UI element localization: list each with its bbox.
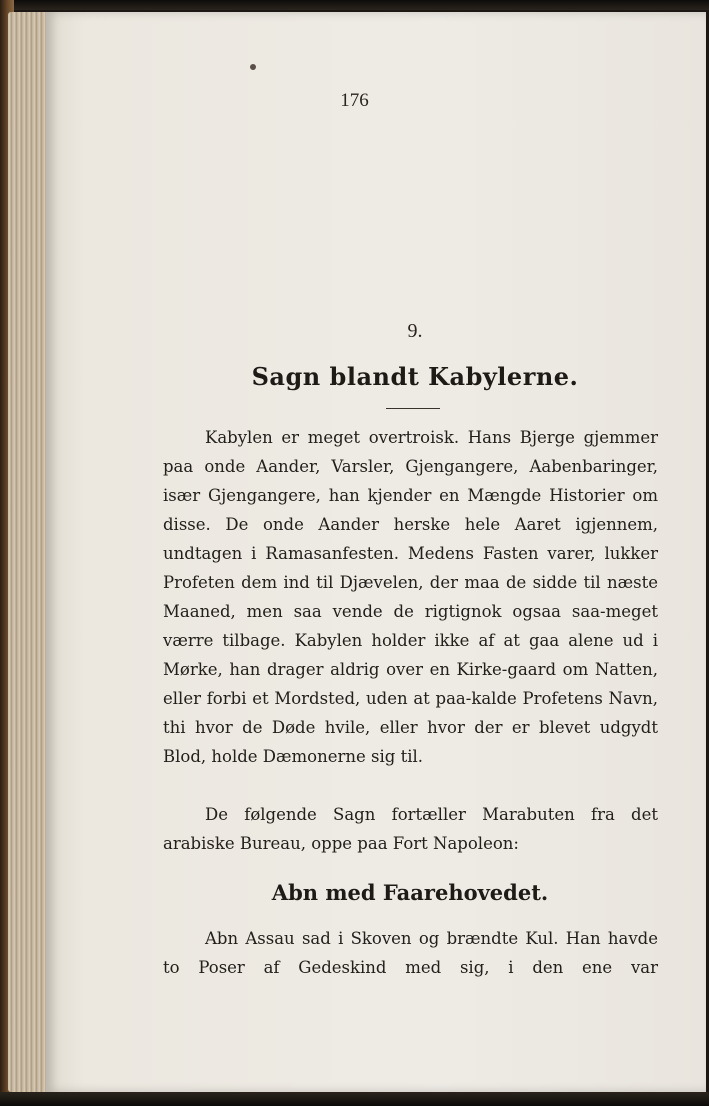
page-stack-edges	[8, 12, 50, 1092]
body-paragraph-1: Kabylen er meget overtroisk. Hans Bjerge gjemmer paa onde Aander, Varsler, Gjengangere, Aabenbaringer, især Gjengangere, han kjender en Mængde Historier om disse. De onde Aander herske hele Aaret igjennem, undtagen i Ramasanfesten. Medens Fasten varer, lukker Profeten dem ind til Djævelen, der maa de sidde til næste Maaned, men saa vende de rigtignok ogsaa saa-meget værre tilbage. Kabylen holder ikke af at gaa alene ud i Mørke, han drager aldrig over en Kirke-gaard om Natten, eller forbi et Mordsted, uden at paa-kalde Profetens Navn, thi hvor de Døde hvile, eller hvor der er blevet udgydt Blod, holde Dæmonerne sig til.	[163, 428, 658, 766]
body-paragraph-2: De følgende Sagn fortæller Marabuten fra det arabiske Bureau, oppe paa Fort Napoleon:	[163, 805, 658, 853]
chapter-number: 9.	[407, 320, 423, 342]
top-frame-edge	[0, 0, 709, 10]
ink-spot	[250, 64, 256, 70]
section-paragraph: Abn Assau sad i Skoven og brændte Kul. Han havde to Poser af Gedeskind med sig, i den ene var	[163, 929, 658, 977]
bottom-frame-edge	[0, 1092, 709, 1106]
section-title: Abn med Faarehovedet.	[271, 880, 549, 905]
page-number: 176	[340, 90, 369, 111]
title-divider	[386, 408, 440, 409]
chapter-title: Sagn blandt Kabylerne.	[251, 362, 579, 391]
